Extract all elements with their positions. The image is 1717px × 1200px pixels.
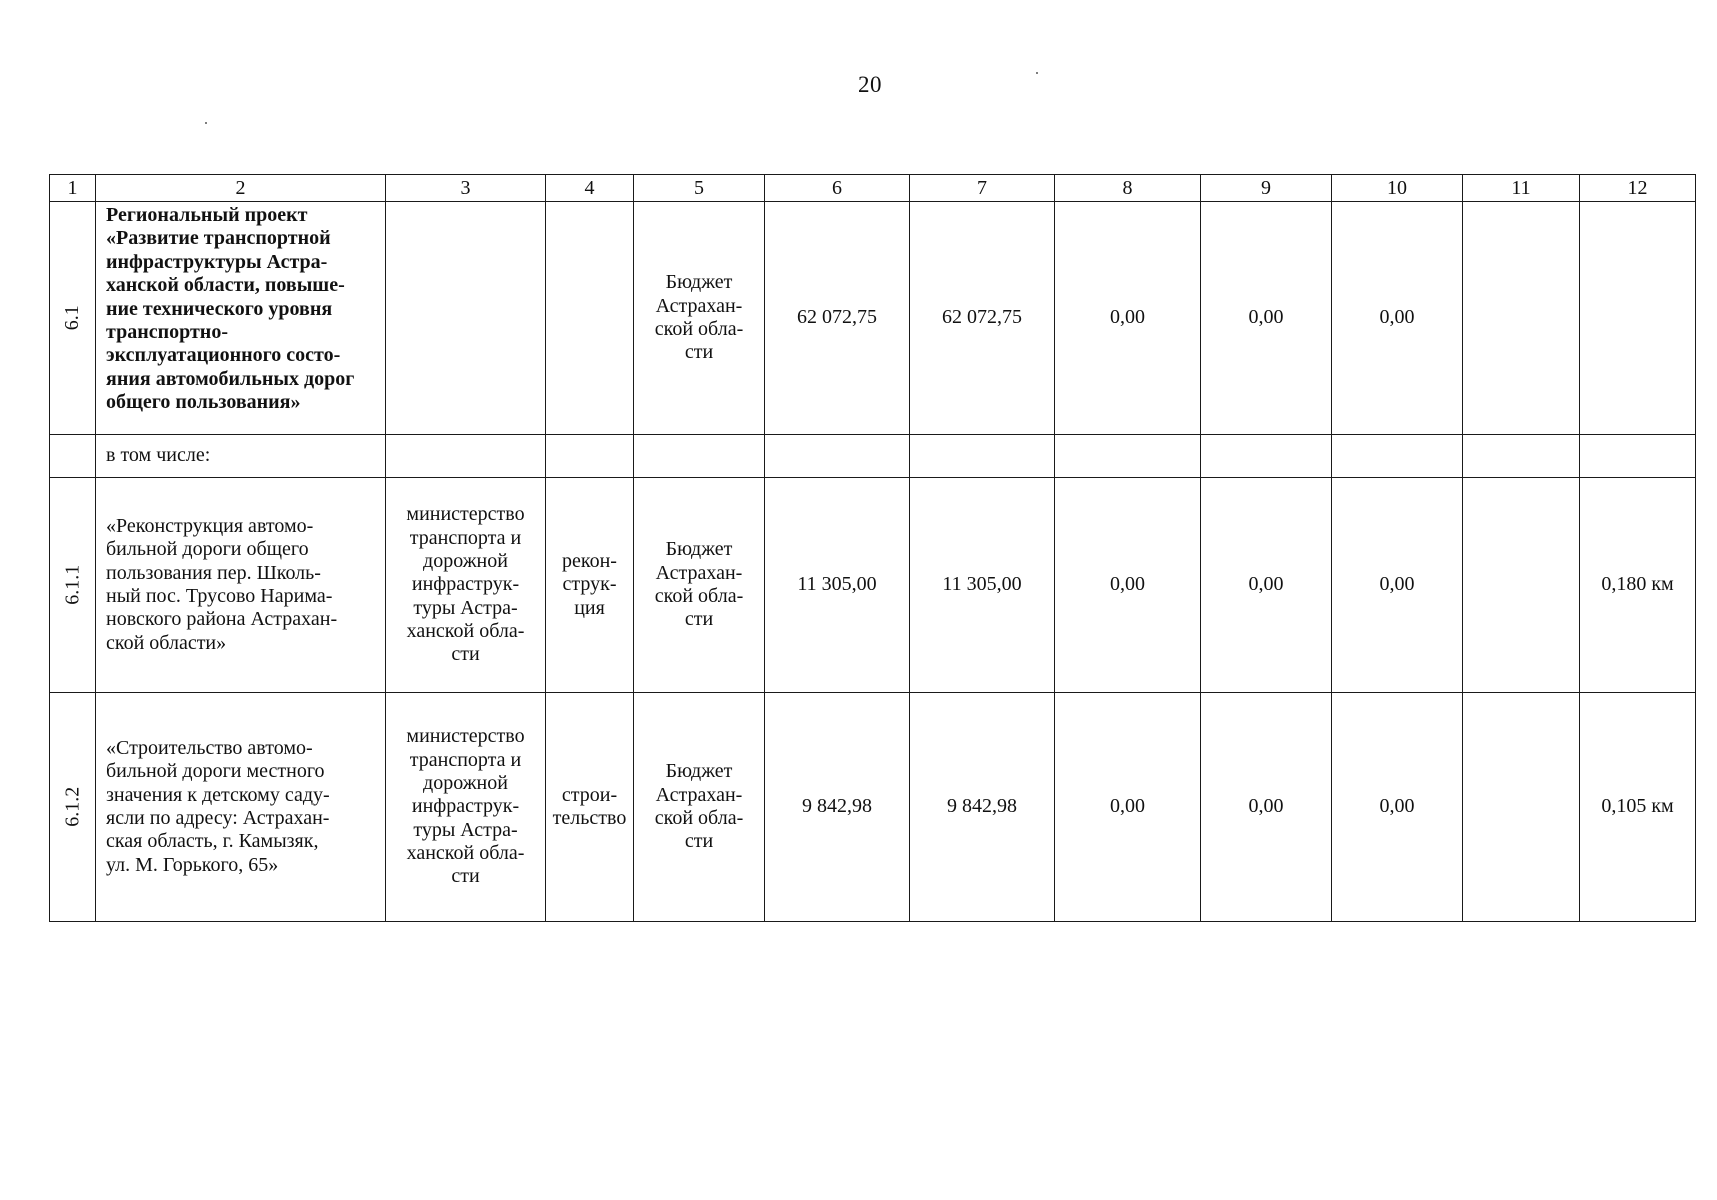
scan-speck	[205, 122, 207, 124]
column-header: 11	[1463, 175, 1580, 202]
column-header: 9	[1201, 175, 1332, 202]
work-type-cell	[546, 435, 634, 478]
value-cell-11	[1463, 202, 1580, 435]
project-name-cell: «Строительство автомо- бильной дороги местного значения к детскому саду- ясли по адресу: Астрахан- ская область, г. Камызяк, ул. М. Горького, 65»	[96, 693, 386, 922]
funding-source-cell: Бюджет Астрахан- ской обла- сти	[634, 478, 765, 693]
executor-cell: министерство транспорта и дорожной инфраструк- туры Астра- ханской обла- сти	[386, 693, 546, 922]
value-cell-6: 9 842,98	[765, 693, 910, 922]
work-type-cell	[546, 202, 634, 435]
value-cell-6	[765, 435, 910, 478]
budget-table	[49, 174, 1696, 922]
column-header: 1	[50, 175, 96, 202]
executor-cell	[386, 202, 546, 435]
executor-cell	[386, 435, 546, 478]
value-cell-9: 0,00	[1201, 478, 1332, 693]
work-type-cell: рекон- струк- ция	[546, 478, 634, 693]
table-row	[50, 202, 1696, 435]
value-cell-11	[1463, 693, 1580, 922]
value-cell-12: 0,105 км	[1580, 693, 1696, 922]
row-number-cell	[50, 435, 96, 478]
table-row	[50, 693, 1696, 922]
column-header: 6	[765, 175, 910, 202]
row-number: 6.1.1	[60, 564, 83, 605]
value-cell-8	[1055, 435, 1201, 478]
value-cell-6: 62 072,75	[765, 202, 910, 435]
value-cell-10	[1332, 435, 1463, 478]
column-header: 4	[546, 175, 634, 202]
subtotal-label-cell: в том числе:	[96, 435, 386, 478]
row-number-cell	[50, 693, 96, 922]
value-cell-9: 0,00	[1201, 693, 1332, 922]
column-header: 3	[386, 175, 546, 202]
value-cell-7	[910, 435, 1055, 478]
value-cell-7: 11 305,00	[910, 478, 1055, 693]
column-header: 8	[1055, 175, 1201, 202]
value-cell-8: 0,00	[1055, 202, 1201, 435]
value-cell-12	[1580, 202, 1696, 435]
column-header: 12	[1580, 175, 1696, 202]
row-number-cell	[50, 478, 96, 693]
project-name-cell: «Реконструкция автомо- бильной дороги общего пользования пер. Школь- ный пос. Трусово Нарима- новского района Астрахан- ской области»	[96, 478, 386, 693]
column-header: 7	[910, 175, 1055, 202]
value-cell-7: 62 072,75	[910, 202, 1055, 435]
value-cell-10: 0,00	[1332, 478, 1463, 693]
row-number: 6.1.2	[60, 786, 83, 827]
value-cell-9: 0,00	[1201, 202, 1332, 435]
scan-speck	[1036, 72, 1038, 74]
row-number-cell	[50, 202, 96, 435]
table-row	[50, 478, 1696, 693]
column-header: 10	[1332, 175, 1463, 202]
work-type-cell: строи- тельство	[546, 693, 634, 922]
value-cell-10: 0,00	[1332, 693, 1463, 922]
value-cell-6: 11 305,00	[765, 478, 910, 693]
table-row	[50, 435, 1696, 478]
row-number: 6.1	[60, 305, 83, 331]
value-cell-9	[1201, 435, 1332, 478]
value-cell-12: 0,180 км	[1580, 478, 1696, 693]
value-cell-8: 0,00	[1055, 478, 1201, 693]
value-cell-11	[1463, 478, 1580, 693]
page-number: 20	[858, 72, 882, 97]
value-cell-8: 0,00	[1055, 693, 1201, 922]
value-cell-7: 9 842,98	[910, 693, 1055, 922]
value-cell-12	[1580, 435, 1696, 478]
column-header: 5	[634, 175, 765, 202]
project-name-cell: Региональный проект «Развитие транспортной инфраструктуры Астра- ханской области, повыше- ние технического уровня транспортно- эксплуатационного состо- яния автомобильных дорог общего пользования»	[96, 202, 386, 435]
value-cell-10: 0,00	[1332, 202, 1463, 435]
column-number-row	[50, 175, 1696, 202]
funding-source-cell: Бюджет Астрахан- ской обла- сти	[634, 693, 765, 922]
funding-source-cell	[634, 435, 765, 478]
column-header: 2	[96, 175, 386, 202]
executor-cell: министерство транспорта и дорожной инфраструк- туры Астра- ханской обла- сти	[386, 478, 546, 693]
value-cell-11	[1463, 435, 1580, 478]
funding-source-cell: Бюджет Астрахан- ской обла- сти	[634, 202, 765, 435]
